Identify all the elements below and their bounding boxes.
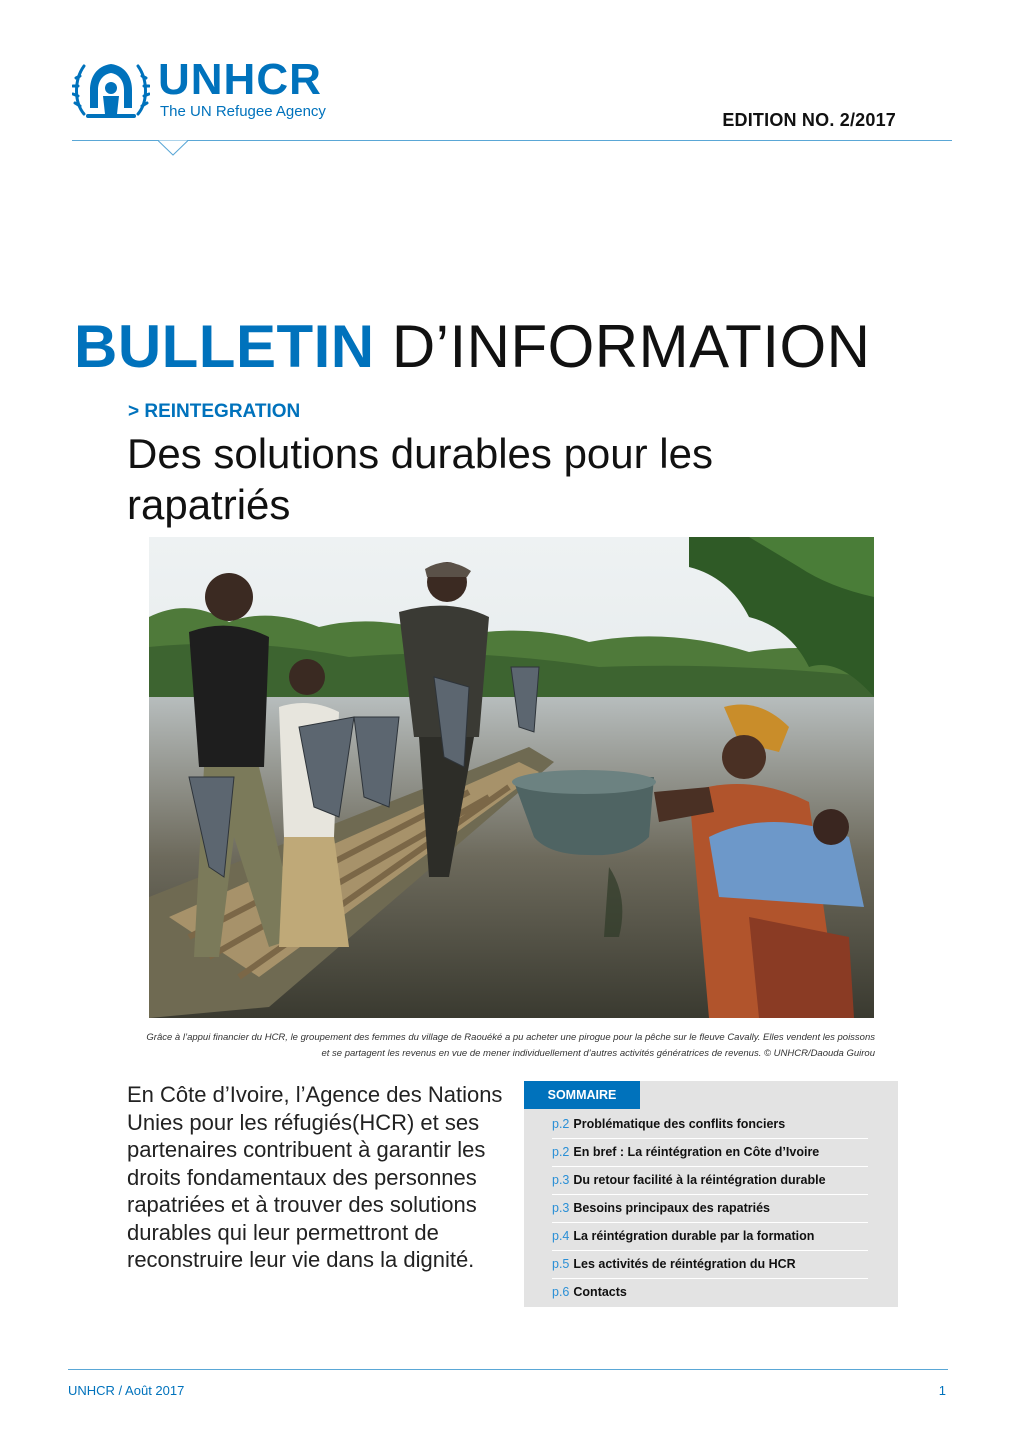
bulletin-title [74,312,871,382]
sommaire-item[interactable] [552,1167,868,1195]
footer-divider [68,1369,948,1370]
sommaire-item-page: p.2 [552,1117,570,1131]
sommaire-item-page: p.4 [552,1229,570,1243]
sommaire-item[interactable] [552,1279,868,1306]
article-headline: Des solutions durables pour les rapatriés [127,430,713,528]
photo-caption: Grâce à l’appui financier du HCR, le groupement des femmes du village de Raouéké a pu acheter une pirogue pour la pêche sur le fleuve Cavally. Elles vendent les poissons et se partagent les revenus en vue de mener individuellement d’autres activités génératrices de revenus. © UNHCR/Daouda Guirou [146,1032,875,1059]
article-category: > REINTEGRATION [128,401,301,422]
bulletin-title-strong: BULLETIN [74,313,375,380]
sommaire-item[interactable] [552,1223,868,1251]
header-divider [72,140,952,141]
photo-illustration [149,537,874,1018]
footer-publisher-date: UNHCR / Août 2017 [68,1383,185,1398]
sommaire-item-label: Du retour facilité à la réintégration durable [573,1173,826,1187]
bulletin-title-light: D’INFORMATION [391,313,871,380]
article-photo [149,537,874,1018]
sommaire-item-label: La réintégration durable par la formation [573,1229,815,1243]
unhcr-emblem-icon [72,56,150,122]
sommaire-item-page: p.5 [552,1257,570,1271]
sommaire-item-label: En bref : La réintégration en Côte d’Ivoire [573,1145,820,1159]
sommaire-list [552,1111,868,1306]
sommaire-item-label: Contacts [573,1285,627,1299]
sommaire-item-label: Les activités de réintégration du HCR [573,1257,796,1271]
sommaire-item-page: p.3 [552,1173,570,1187]
logo-tagline: The UN Refugee Agency [160,103,326,120]
sommaire-item-page: p.2 [552,1145,570,1159]
edition-number: EDITION NO. 2/2017 [722,110,896,130]
intro-paragraph: En Côte d’Ivoire, l’Agence des Nations Unies pour les réfugiés(HCR) et ses partenaires contribuent à garantir les droits fondamentaux des personnes rapatriées et à trouver des solutions durables qui leur permettront de reconstruire leur vie dans la dignité. [127,1082,503,1272]
sommaire-heading: SOMMAIRE [524,1081,640,1109]
logo-name: UNHCR [158,55,322,104]
header-notch-icon [158,140,188,158]
sommaire-item-page: p.6 [552,1285,570,1299]
sommaire-box [524,1081,898,1307]
sommaire-item-label: Problématique des conflits fonciers [573,1117,786,1131]
sommaire-item[interactable] [552,1195,868,1223]
sommaire-item[interactable] [552,1139,868,1167]
unhcr-logo [72,56,352,126]
sommaire-item-label: Besoins principaux des rapatriés [573,1201,770,1215]
sommaire-item[interactable] [552,1111,868,1139]
sommaire-item-page: p.3 [552,1201,570,1215]
footer-page-number: 1 [938,1383,946,1398]
sommaire-item[interactable] [552,1251,868,1279]
